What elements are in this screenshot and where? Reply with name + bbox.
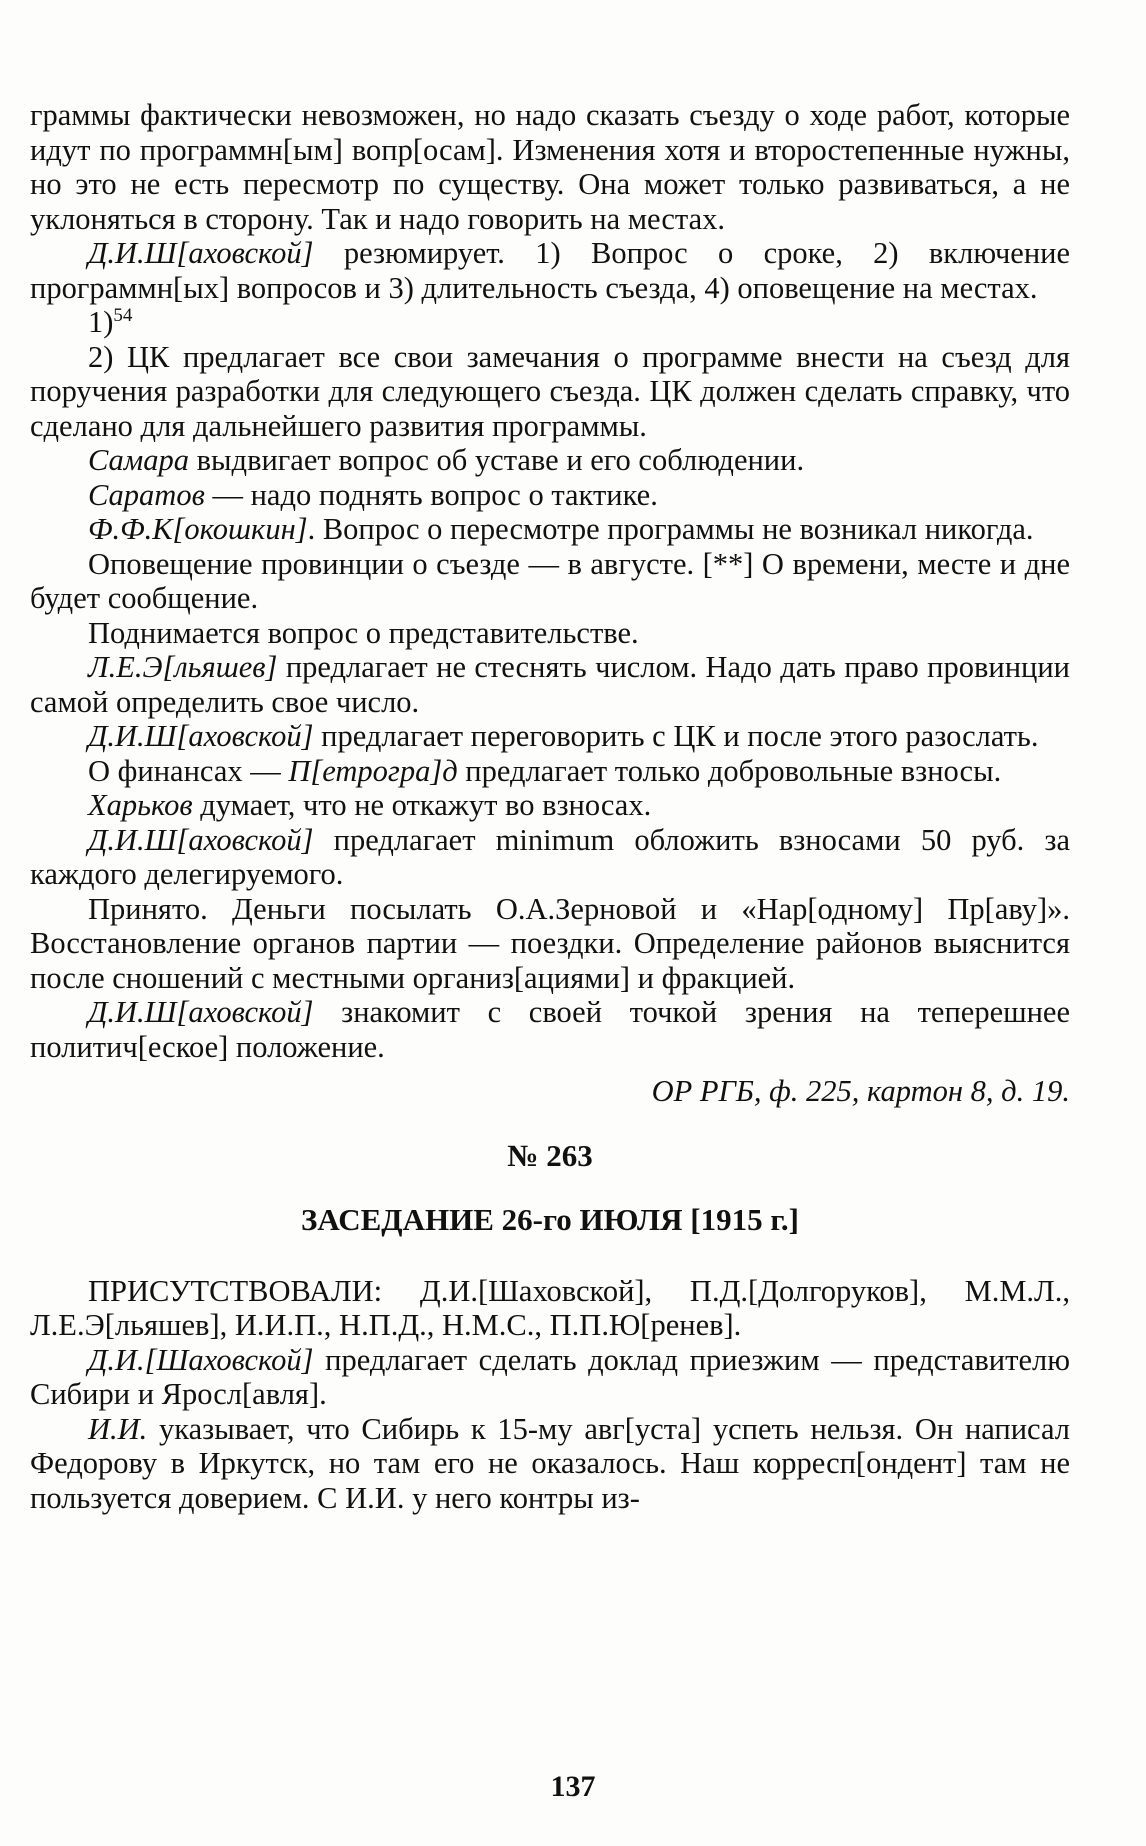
paragraph bbox=[30, 650, 1070, 719]
main-text bbox=[30, 98, 1070, 1515]
document-title: ЗАСЕДАНИЕ 26-го ИЮЛЯ [1915 г.] bbox=[301, 1202, 799, 1237]
speaker-name: Ф.Ф.К[окошкин] bbox=[88, 512, 308, 546]
paragraph bbox=[30, 1412, 1070, 1516]
speaker-name: Харьков bbox=[88, 788, 193, 822]
paragraph-text: Принято. Деньги посылать О.А.Зерновой и «Нар[одному] Пр[аву]». Восстановление органов партии — поездки. Определение районов выяснится после сношений с местными организ[ациями] и фракцией. bbox=[30, 891, 1070, 995]
paragraph bbox=[30, 512, 1070, 547]
document-number: № 263 bbox=[507, 1137, 593, 1173]
speaker-name: И.И. bbox=[88, 1411, 148, 1446]
paragraph-text: . Вопрос о пересмотре программы не возникал никогда. bbox=[307, 512, 1034, 546]
speaker-name: Самара bbox=[88, 443, 190, 477]
paragraph bbox=[30, 719, 1070, 754]
paragraph-text: указывает, что Сибирь к 15-му авг[уста] успеть нельзя. Он написал Федорову в Иркутск, но там его не оказалось. Наш корресп[ондент] там не пользуется доверием. С И.И. у него контры из- bbox=[30, 1411, 1070, 1515]
paragraph-text: предлагает не стеснять числом. Надо дать право провинции самой определить свое число. bbox=[30, 650, 1070, 719]
paragraph-text: — надо поднять вопрос о тактике. bbox=[204, 477, 658, 512]
speaker-name: Д.И.Ш[аховской] bbox=[88, 236, 314, 270]
paragraph bbox=[30, 547, 1070, 616]
page-number: 137 bbox=[550, 1770, 596, 1803]
paragraph-text: резюмирует. 1) Вопрос о сроке, 2) включение программн[ых] вопросов и 3) длительность съезда, 4) оповещение на местах. bbox=[30, 236, 1070, 305]
paragraph-text: Поднимается вопрос о представительстве. bbox=[88, 615, 639, 650]
paragraph-text: думает, что не откажут во взносах. bbox=[192, 788, 652, 822]
paragraph bbox=[30, 236, 1070, 305]
paragraph bbox=[30, 788, 1070, 823]
paragraph bbox=[30, 754, 1070, 789]
speaker-name: Д.И.Ш[аховской] bbox=[88, 995, 314, 1029]
speaker-name: Саратов bbox=[88, 477, 205, 512]
paragraph-text: предлагает сделать доклад приезжим — представителю Сибири и Яросл[авля]. bbox=[30, 1342, 1070, 1411]
paragraph-text: 1) bbox=[88, 305, 114, 339]
paragraph bbox=[30, 616, 1070, 651]
paragraph-text: 2) ЦК предлагает все свои замечания о программе внести на съезд для поручения разработки для следующего съезда. ЦК должен сделать справку, что сделано для дальнейшего развития программы. bbox=[30, 339, 1070, 443]
paragraph bbox=[30, 443, 1070, 478]
paragraph bbox=[30, 1343, 1070, 1412]
paragraph-text: выдвигает вопрос об уставе и его соблюдении. bbox=[189, 443, 805, 477]
paragraph-text: предлагает minimum обложить взносами 50 руб. за каждого делегируемого. bbox=[30, 822, 1070, 891]
paragraph bbox=[30, 340, 1070, 444]
paragraph bbox=[30, 892, 1070, 996]
attendance-list: ПРИСУТСТВОВАЛИ: Д.И.[Шаховской], П.Д.[Долгоруков], М.М.Л., Л.Е.Э[льяшев], И.И.П., Н.П.Д., Н.М.С., П.П.Ю[ренев]. bbox=[30, 1273, 1070, 1342]
speaker-name: Д.И.Ш[аховской] bbox=[88, 822, 314, 857]
speaker-name: Д.И.[Шаховской] bbox=[88, 1342, 314, 1377]
paragraph-text: Оповещение провинции о съезде — в августе. [**] О времени, месте и дне будет сообщение. bbox=[30, 546, 1070, 615]
paragraph-text: граммы фактически невозможен, но надо сказать съезду о ходе работ, которые идут по программн[ым] вопр[осам]. Изменения хотя и второстепенные нужны, но это не есть пересмотр по существу. Она может только развиваться, а не уклоняться в сторону. Так и надо говорить на местах. bbox=[30, 98, 1070, 236]
paragraph-text: предлагает только добровольные взносы. bbox=[457, 753, 1002, 788]
paragraph-text: О финансах — bbox=[88, 753, 289, 788]
speaker-name: Л.Е.Э[льяшев] bbox=[88, 650, 278, 684]
paragraph-text: знакомит с своей точкой зрения на теперешнее политич[еское] положение. bbox=[30, 995, 1070, 1064]
paragraph bbox=[30, 98, 1070, 236]
speaker-name: П[етрогра]д bbox=[288, 753, 458, 788]
footnote-ref: 54 bbox=[113, 304, 133, 326]
paragraph-text: предлагает переговорить с ЦК и после этого разослать. bbox=[313, 719, 1039, 753]
paragraph bbox=[30, 823, 1070, 892]
paragraph bbox=[30, 478, 1070, 513]
archive-source: ОР РГБ, ф. 225, картон 8, д. 19. bbox=[651, 1074, 1070, 1108]
speaker-name: Д.И.Ш[аховской] bbox=[88, 719, 314, 753]
paragraph bbox=[30, 995, 1070, 1064]
paragraph bbox=[30, 305, 1070, 340]
